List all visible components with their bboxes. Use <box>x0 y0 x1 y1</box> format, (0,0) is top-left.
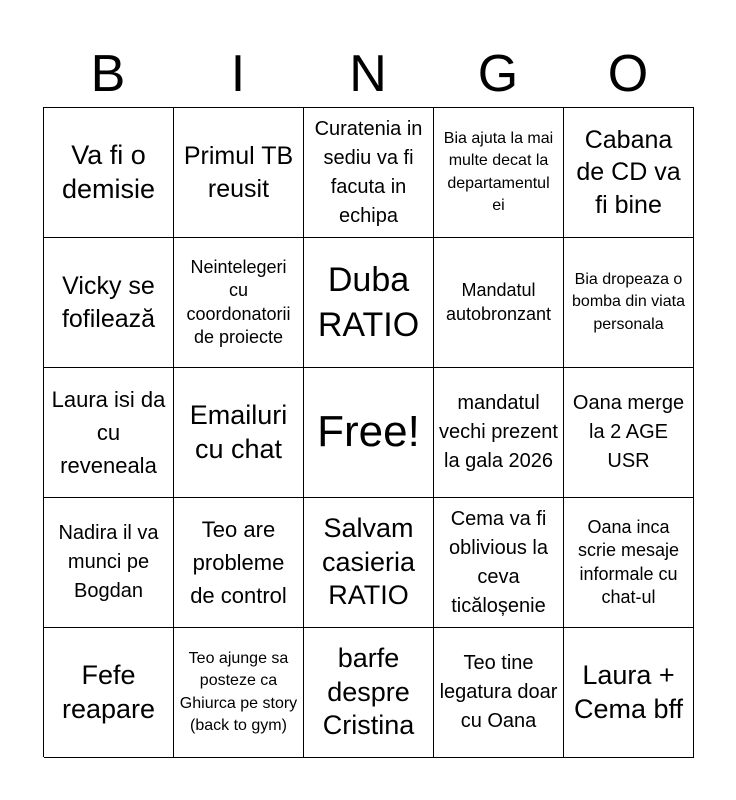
bingo-header <box>43 42 693 106</box>
header-letter-b: B <box>90 45 126 103</box>
bingo-cell[interactable]: barfe despre Cristina <box>304 628 434 758</box>
bingo-cell[interactable]: Teo ajunge sa posteze ca Ghiurca pe story (back to gym) <box>174 628 304 758</box>
bingo-cell[interactable]: Oana merge la 2 AGE USR <box>564 368 694 498</box>
bingo-grid <box>43 107 694 757</box>
bingo-cell[interactable]: Salvam casieria RATIO <box>304 498 434 628</box>
bingo-cell[interactable]: Emailuri cu chat <box>174 368 304 498</box>
bingo-cell[interactable]: Duba RATIO <box>304 238 434 368</box>
bingo-cell[interactable]: Teo are probleme de control <box>174 498 304 628</box>
bingo-cell[interactable]: Curatenia in sediu va fi facuta in echipa <box>304 108 434 238</box>
bingo-cell[interactable]: Oana inca scrie mesaje informale cu chat-ul <box>564 498 694 628</box>
bingo-cell[interactable]: Bia ajuta la mai multe decat la departamentul ei <box>434 108 564 238</box>
header-letter-o: O <box>607 45 649 103</box>
bingo-cell[interactable]: Nadira il va munci pe Bogdan <box>44 498 174 628</box>
bingo-cell[interactable]: Teo tine legatura doar cu Oana <box>434 628 564 758</box>
header-letter-i: I <box>230 45 246 103</box>
bingo-cell[interactable]: Primul TB reusit <box>174 108 304 238</box>
bingo-cell[interactable]: Laura + Cema bff <box>564 628 694 758</box>
bingo-cell[interactable]: Vicky se fofilează <box>44 238 174 368</box>
header-letter-g: G <box>477 45 519 103</box>
bingo-cell[interactable]: Neintelegeri cu coordonatorii de proiecte <box>174 238 304 368</box>
bingo-cell[interactable]: Bia dropeaza o bomba din viata personala <box>564 238 694 368</box>
header-letter-n: N <box>349 45 387 103</box>
bingo-cell[interactable]: Laura isi da cu reveneala <box>44 368 174 498</box>
bingo-cell[interactable]: mandatul vechi prezent la gala 2026 <box>434 368 564 498</box>
bingo-cell[interactable]: Fefe reapare <box>44 628 174 758</box>
free-space-cell[interactable]: Free! <box>304 368 434 498</box>
bingo-cell[interactable]: Cema va fi oblivious la ceva ticăloșenie <box>434 498 564 628</box>
bingo-cell[interactable]: Cabana de CD va fi bine <box>564 108 694 238</box>
bingo-cell[interactable]: Mandatul autobronzant <box>434 238 564 368</box>
bingo-cell[interactable]: Va fi o demisie <box>44 108 174 238</box>
